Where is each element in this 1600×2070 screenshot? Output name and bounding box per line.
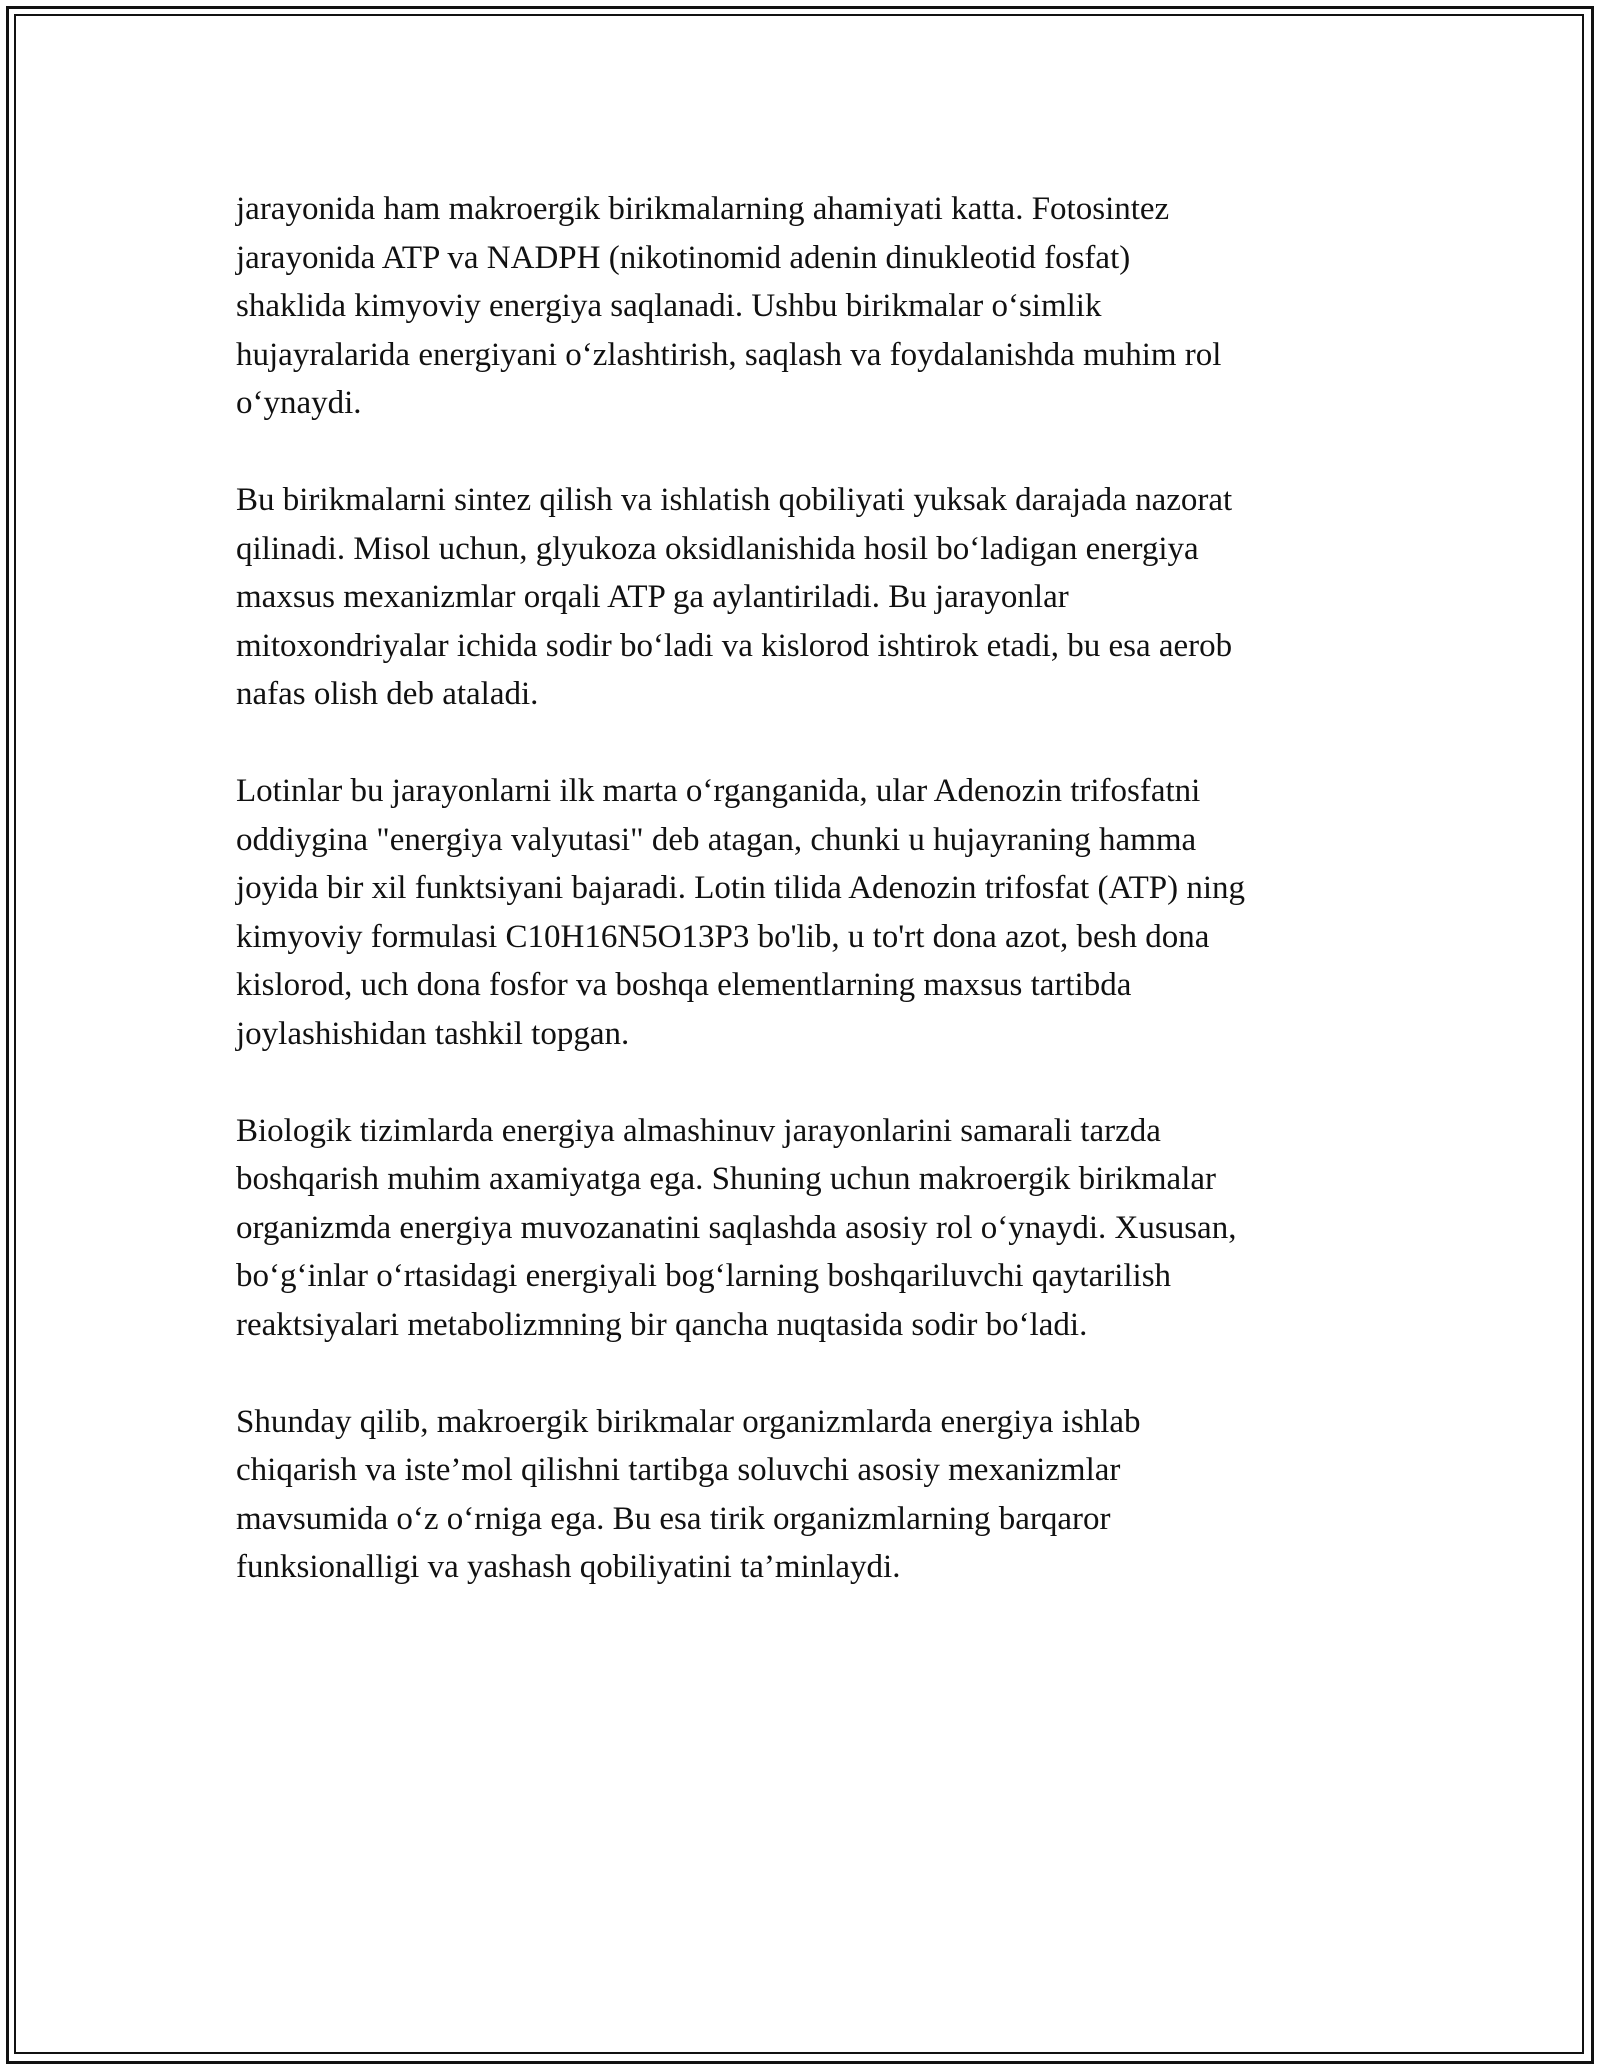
paragraph-5: Shunday qilib, makroergik birikmalar organizmlarda energiya ishlab chiqarish va iste’mol qilishni tartibga soluvchi asosiy mexanizmlar mavsumida o‘z o‘rniga ega. Bu esa tirik organizmlarning barqaror funksionalligi va yashash qobiliyatini ta’minlaydi. (236, 1403, 1141, 1585)
paragraph-2: Bu birikmalarni sintez qilish va ishlatish qobiliyati yuksak darajada nazorat qilinadi. Misol uchun, glyukoza oksidlanishida hosil bo‘ladigan energiya maxsus mexanizmlar orqali ATP ga aylantiriladi. Bu jarayonlar mitoxondriyalar ichida sodir bo‘ladi va kislorod ishtirok etadi, bu esa aerob nafas olish deb ataladi. (236, 482, 1233, 712)
paragraph-4: Biologik tizimlarda energiya almashinuv jarayonlarini samarali tarzda boshqarish muhim axamiyatga ega. Shuning uchun makroergik birikmalar organizmda energiya muvozanatini saqlashda asosiy rol o‘ynaydi. Xususan, bo‘g‘inlar o‘rtasidagi energiyali bog‘larning boshqariluvchi qaytarilish reaktsiyalari metabolizmning bir qancha nuqtasida sodir bo‘ladi. (236, 1112, 1237, 1343)
paragraph-3: Lotinlar bu jarayonlarni ilk marta o‘rganganida, ular Adenozin trifosfatni oddiygina "energiya valyutasi" deb atagan, chunki u hujayraning hamma joyida bir xil funktsiyani bajaradi. Lotin tilida Adenozin trifosfat (ATP) ning kimyoviy formulasi C10H16N5O13P3 bo'lib, u to'rt dona azot, besh dona kislorod, uch dona fosfor va boshqa elementlarning maxsus tartibda joylashishidan tashkil topgan. (236, 773, 1246, 1052)
paragraph-1: jarayonida ham makroergik birikmalarning ahamiyati katta. Fotosintez jarayonida ATP va NADPH (nikotinomid adenin dinukleotid fosfat) shaklida kimyoviy energiya saqlanadi. Ushbu birikmalar o‘simlik hujayralarida energiyani o‘zlashtirish, saqlash va foydalanishda muhim rol o‘ynaydi. (236, 191, 1222, 421)
document-body (236, 185, 1386, 1640)
